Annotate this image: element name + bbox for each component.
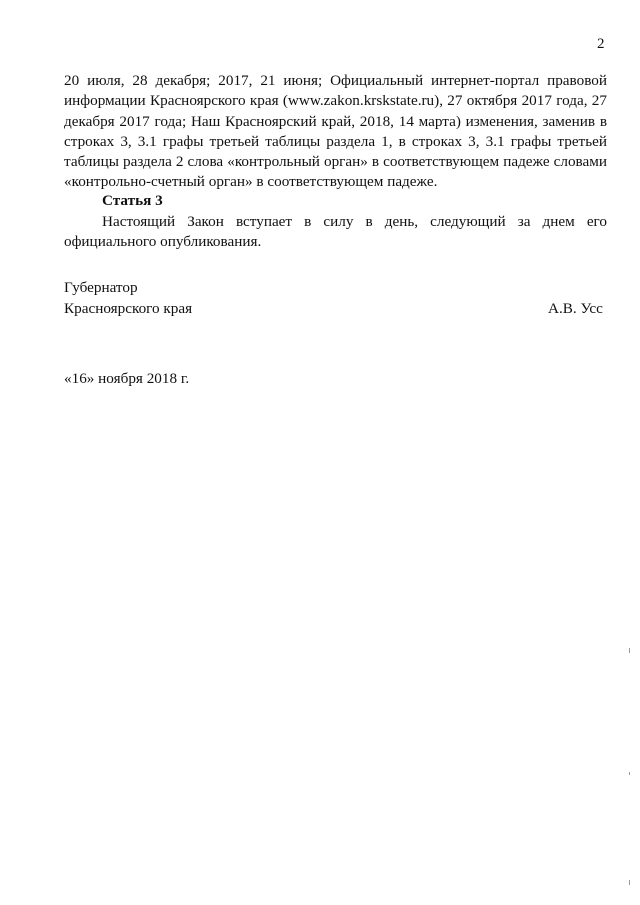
governor-title-line-1: Губернатор [64,279,138,296]
article-3-text: Настоящий Закон вступает в силу в день, следующий за днем его официального опубликования. [64,213,607,251]
governor-title-line-2: Красноярского края [64,299,193,317]
margin-mark [629,772,630,775]
governor-title [64,278,192,319]
signing-date: «16» ноября 2018 г. [64,370,190,387]
margin-mark [629,648,630,653]
article-3-title: Статья 3 [102,192,163,209]
page-number: 2 [597,36,605,52]
margin-mark [629,880,630,885]
governor-name: А.В. Усс [548,300,603,317]
paragraph-continuation: 20 июля, 28 декабря; 2017, 21 июня; Официальный интернет-портал правовой информации Красноярского края (www.zakon.krskstate.ru), 27 октября 2017 года, 27 декабря 2017 года; Наш Красноярский край, 2018, 14 марта) изменения, заменив в строках 3, 3.1 графы третьей таблицы раздела 1, в строках 3, 3.1 графы третьей таблицы раздела 2 слова «контрольный орган» в соответствующем падеже словами «контрольно-счетный орган» в соответствующем падеже. [64,72,607,191]
